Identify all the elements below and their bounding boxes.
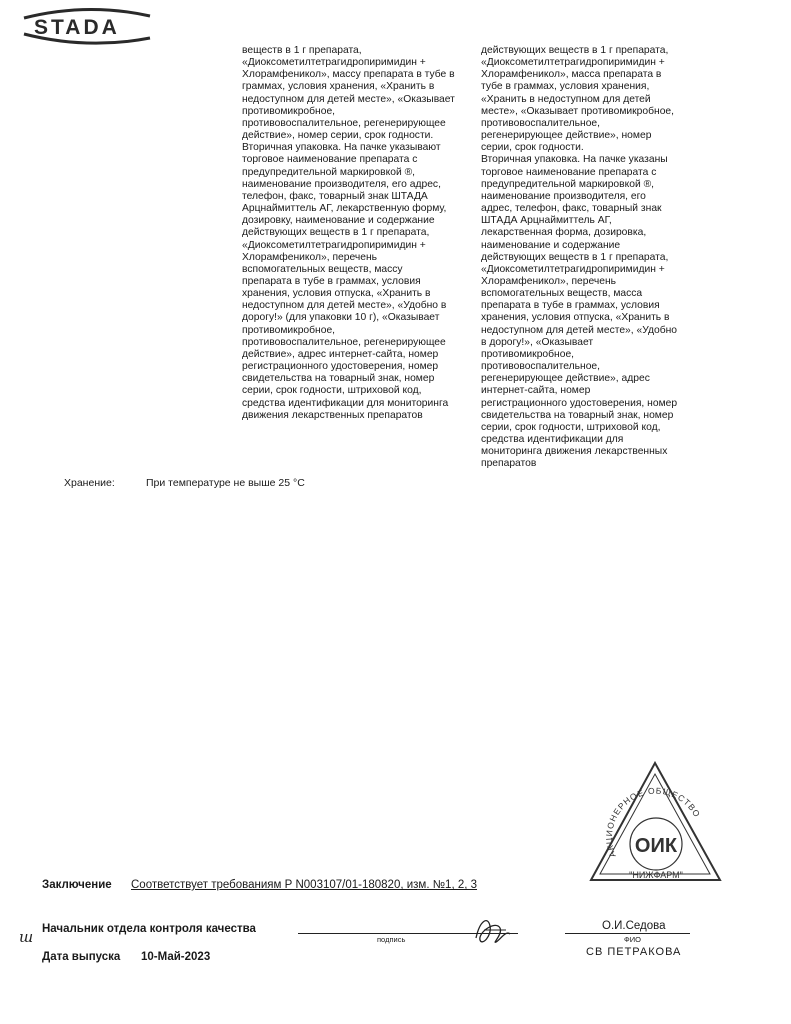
signature-mark bbox=[470, 912, 515, 952]
initials-handwriting-icon bbox=[18, 928, 42, 946]
storage-label: Хранение: bbox=[64, 477, 115, 489]
stamp-ring-text: АКЦИОНЕРНОЕ ОБЩЕСТВО bbox=[603, 785, 703, 859]
handwritten-name-note: СВ ПЕТРАКОВА bbox=[586, 946, 682, 958]
packaging-text-right-column: действующих веществ в 1 г препарата, «Диоксометилтетрагидропиримидин + Хлорамфеникол», масса препарата в тубе в граммах, условия хранения, «Хранить в недоступном для детей месте», «Оказывает противомикробное, противовоспалительное, регенерирующее действие», номер серии, срок годности. Вторичная упаковка. На пачке указаны торговое наименование препарата с предупредительной маркировкой ®, наименование производителя, его адрес, телефон, факс, товарный знак ШТАДА Арцнаймиттель АГ, лекарственная форма, дозировка, наименование и содержание действующих веществ в 1 г препарата, «Диоксометилтетрагидропиримидин + Хлорамфеникол», перечень вспомогательных веществ, масса препарата в тубе в граммах, условия хранения, условия отпуска, «Хранить в недоступном для детей месте», «Удобно в дорогу!», «Оказывает противомикробное, противовоспалительное, регенерирующее действие», адрес интернет-сайта, номер регистрационного удостоверения, номер свидетельства на товарный знак, номер серии, срок годности, штриховой код, средства идентификации для мониторинга движения лекарственных препаратов bbox=[481, 45, 678, 470]
logo-text: STADA bbox=[34, 16, 120, 39]
release-date-label: Дата выпуска bbox=[42, 951, 121, 963]
storage-value: При температуре не выше 25 °C bbox=[146, 477, 305, 489]
signature-caption: подпись bbox=[377, 935, 406, 944]
fio-caption: ФИО bbox=[624, 935, 641, 944]
position-title: Начальник отдела контроля качества bbox=[42, 923, 256, 935]
stamp-center-text: ОИК bbox=[634, 835, 678, 857]
company-stamp bbox=[588, 760, 723, 885]
conclusion-label: Заключение bbox=[42, 879, 112, 891]
signer-name: О.И.Седова bbox=[602, 920, 666, 932]
packaging-text-left-column: веществ в 1 г препарата, «Диоксометилтетрагидропиримидин + Хлорамфеникол», массу препарата в тубе в граммах, условия хранения, «Хранить в недоступном для детей месте», «Оказывает противомикробное, противовоспалительное, регенерирующее действие», номер серии, срок годности. Вторичная упаковка. На пачке указывают торговое наименование препарата с предупредительной маркировкой ®, наименование производителя, его адрес, телефон, факс, товарный знак ШТАДА Арцнаймиттель АГ, лекарственную форму, дозировку, наименование и содержание действующих веществ в 1 г препарата, «Диоксометилтетрагидропиримидин + Хлорамфеникол», перечень вспомогательных веществ, массу препарата в тубе в граммах, условия хранения, условия отпуска, «Хранить в недоступном для детей месте», «Удобно в дорогу!» (для упаковки 10 г), «Оказывает противомикробное, противовоспалительное, регенерирующее действие», адрес интернет-сайта, номер регистрационного удостоверения, номер свидетельства на товарный знак, номер серии, срок годности, штриховой код, средства идентификации для мониторинга движения лекарственных препаратов bbox=[242, 45, 455, 421]
signature-icon bbox=[470, 912, 515, 952]
stamp-triangle-icon bbox=[588, 760, 723, 885]
conclusion-value: Соответствует требованиям Р N003107/01-180820, изм. №1, 2, 3 bbox=[131, 879, 478, 891]
svg-text:ш: ш bbox=[19, 928, 34, 946]
stamp-bottom-text: "НИЖФАРМ" bbox=[629, 870, 683, 880]
stada-logo bbox=[20, 4, 155, 46]
release-date-value: 10-Май-2023 bbox=[141, 951, 211, 963]
fio-line bbox=[565, 933, 690, 934]
margin-initials bbox=[18, 928, 42, 946]
